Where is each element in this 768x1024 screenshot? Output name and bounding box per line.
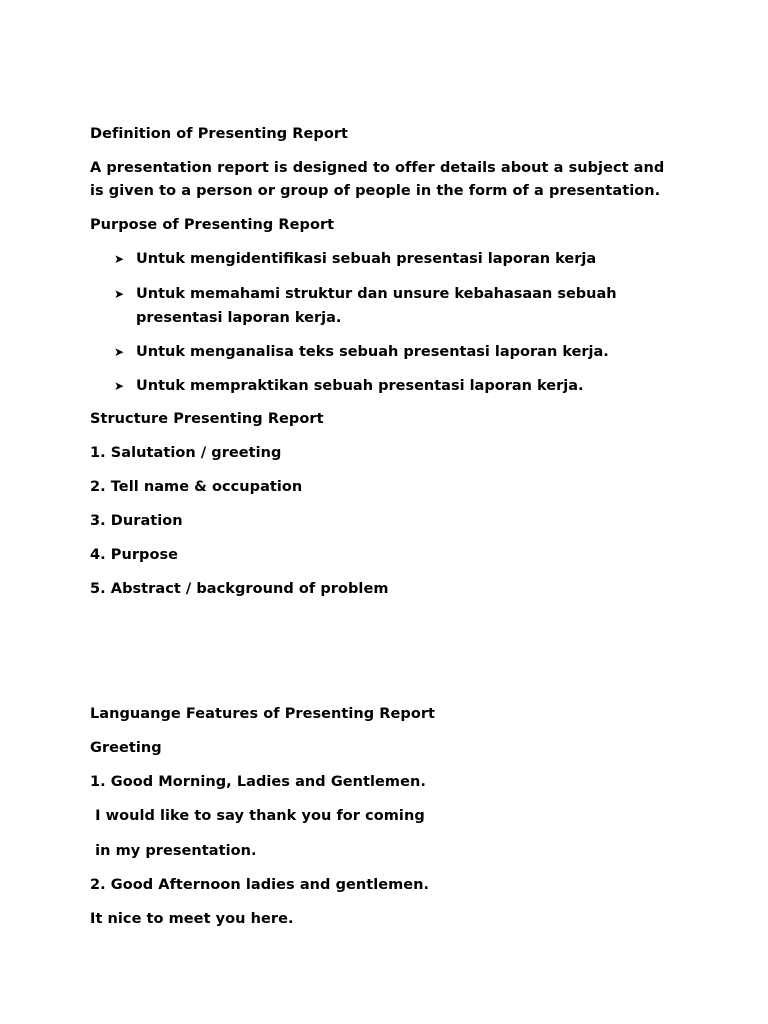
greeting-line-3: in my presentation. [90,843,257,859]
structure-item-5: 5. Abstract / background of problem [90,581,389,597]
purpose-item-2-line-2: presentasi laporan kerja. [136,310,342,326]
arrowhead-bullet-icon: ➤ [114,379,125,393]
structure-item-1: 1. Salutation / greeting [90,445,282,461]
purpose-heading: Purpose of Presenting Report [90,217,335,233]
purpose-item-2 [136,282,617,330]
purpose-item-4 [136,374,584,398]
structure-item-2: 2. Tell name & occupation [90,479,303,495]
purpose-item-3 [136,340,609,364]
greeting-line-2: I would like to say thank you for coming [90,808,425,824]
greeting-line-4: 2. Good Afternoon ladies and gentlemen. [90,877,430,893]
greeting-line-1: 1. Good Morning, Ladies and Gentlemen. [90,774,426,790]
purpose-item-3-line-1: Untuk menganalisa teks sebuah presentasi laporan kerja. [136,344,609,360]
arrowhead-bullet-icon: ➤ [114,287,125,301]
arrowhead-bullet-icon: ➤ [114,345,125,359]
language-heading: Languange Features of Presenting Report [90,706,436,722]
purpose-item-1-line-1: Untuk mengidentifikasi sebuah presentasi laporan kerja [136,251,597,267]
arrowhead-bullet-icon: ➤ [114,252,125,266]
structure-heading: Structure Presenting Report [90,411,324,427]
structure-item-4: 4. Purpose [90,547,179,563]
structure-item-3: 3. Duration [90,513,183,529]
definition-text-line-1: A presentation report is designed to offer details about a subject and [90,160,665,176]
definition-text-line-2: is given to a person or group of people in the form of a presentation. [90,183,661,199]
purpose-item-1 [136,247,596,271]
definition-heading: Definition of Presenting Report [90,126,349,142]
greeting-line-5: It nice to meet you here. [90,911,294,927]
purpose-item-2-line-1: Untuk memahami struktur dan unsure kebahasaan sebuah [136,286,617,302]
purpose-item-4-line-1: Untuk mempraktikan sebuah presentasi laporan kerja. [136,378,584,394]
greeting-subheading: Greeting [90,740,162,756]
